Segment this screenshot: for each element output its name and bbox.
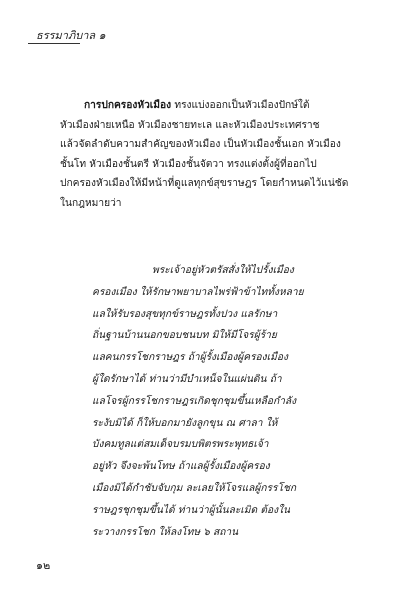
- body-paragraph: [60, 96, 382, 213]
- quote-line: แลให้รับรองสุขทุกข์ราษฎรทั้งปวง แลรักษา: [92, 308, 278, 320]
- quote-line: พระเจ้าอยู่หัวตรัสสั่งให้ไปรั้งเมือง: [152, 265, 294, 276]
- quote-line: ถิ่นฐานบ้านนอกขอบชนบท มิให้มีโจรผู้ร้าย: [92, 330, 277, 342]
- header-rule: [28, 43, 80, 44]
- body-line-text: ทรงแบ่งออกเป็นหัวเมืองปักษ์ใต้: [174, 100, 310, 111]
- quote-line: แลคนกรรโชกราษฎร ถ้าผู้รั้งเมืองผู้ครองเมือง: [92, 352, 288, 364]
- page-number: ๑๒: [36, 559, 51, 572]
- quote-line: อยู่หัว จึงจะพ้นโทษ ถ้าแลผู้รั้งเมืองผู้ครอง: [92, 461, 270, 473]
- body-line: แล้วจัดลำดับความสำคัญของหัวเมือง เป็นหัวเมืองชั้นเอก หัวเมือง: [60, 139, 341, 150]
- body-line: หัวเมืองฝ่ายเหนือ หัวเมืองชายทะเล และหัวเมืองประเทศราช: [60, 119, 320, 131]
- quote-line: ระงับมิได้ ก็ให้บอกมายังลูกขุน ณ ศาลา ให้: [92, 417, 278, 429]
- quoted-law: [92, 260, 362, 543]
- quote-line: ระวางกรรโชก ให้ลงโทษ ๖ สถาน: [92, 526, 239, 538]
- body-line: ปกครองหัวเมืองให้มีหน้าที่ดูแลทุกข์สุขราษฎร โดยกำหนดไว้แน่ชัด: [60, 178, 349, 189]
- quote-line: ราษฎรชุกชุมขึ้นได้ ท่านว่าผู้นั้นละเมิด ต้องใน: [92, 504, 290, 516]
- quote-line: แลโจรผู้กรรโชกราษฎรเกิดชุกชุมขึ้นเหลือกำลัง: [92, 395, 297, 407]
- quote-line: ผู้ใดรักษาได้ ท่านว่ามีบำเหน็จในแผ่นดิน ถ้า: [92, 373, 282, 385]
- running-header: ธรรมาภิบาล ๑: [36, 29, 106, 42]
- quote-line: ครองเมือง ให้รักษาพยาบาลไพร่ฟ้าข้าไททั้งหลาย: [92, 286, 304, 298]
- body-line: [60, 96, 382, 116]
- paragraph-heading: การปกครองหัวเมือง: [84, 100, 172, 111]
- quote-line: บังคมทูลแต่สมเด็จบรมบพิตรพระพุทธเจ้า: [92, 439, 269, 451]
- body-line: ชั้นโท หัวเมืองชั้นตรี หัวเมืองชั้นจัตวา ทรงแต่งตั้งผู้ที่ออกไป: [60, 158, 317, 170]
- body-line: ในกฎหมายว่า: [60, 197, 122, 209]
- quote-line: เมืองมิได้กำชับจับกุม ละเลยให้โจรแลผู้กรรโชก: [92, 482, 297, 494]
